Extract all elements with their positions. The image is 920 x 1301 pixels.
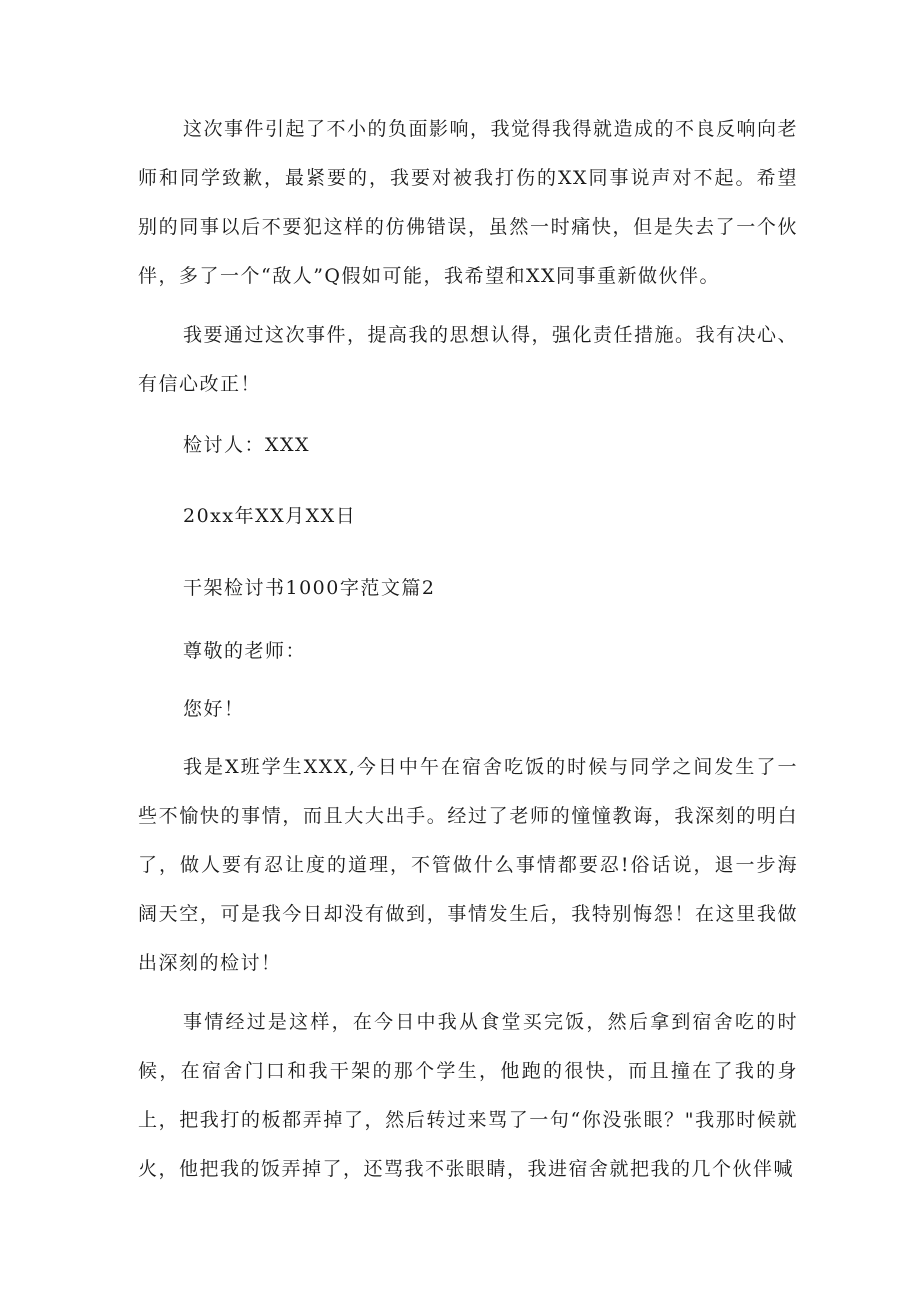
paragraph-incident: 事情经过是这样，在今日中我从食堂买完饭，然后拿到宿舍吃的时候，在宿舍门口和我干架的那个学生，他跑的很快，而且撞在了我的身上，把我打的板都弄掉了，然后转过来骂了一句“你没张眼？"我那时候就火，他把我的饭弄掉了，还骂我不张眼睛，我进宿舍就把我的几个伙伴喊 [138, 1011, 798, 1180]
section-title: 干架检讨书1000字范文篇2 [183, 577, 436, 599]
signature-line: 检讨人：XXX [183, 434, 311, 456]
greeting: 您好！ [183, 698, 245, 720]
salutation: 尊敬的老师： [183, 640, 307, 662]
paragraph-apology: 这次事件引起了不小的负面影响，我觉得我得就造成的不良反响向老师和同学致歉，最紧要的，我要对被我打伤的XX同事说声对不起。希望别的同事以后不要犯这样的仿佛错误，虽然一时痛快，但是失去了一个伙伴，多了一个“敌人”Q假如可能，我希望和XX同事重新做伙伴。 [138, 118, 799, 287]
paragraph-introduction: 我是X班学生XXX,今日中午在宿舍吃饭的时候与同学之间发生了一些不愉快的事情，而且大大出手。经过了老师的憧憧教诲，我深刻的明白了，做人要有忍让度的道理，不管做什么事情都要忍!俗话说，退一步海阔天空，可是我今日却没有做到，事情发生后，我特别悔怨！在这里我做出深刻的检讨！ [138, 756, 798, 974]
date-line: 20xx年XX月XX日 [183, 505, 357, 527]
paragraph-resolution: 我要通过这次事件，提高我的思想认得，强化责任措施。我有决心、有信心改正！ [138, 324, 799, 395]
